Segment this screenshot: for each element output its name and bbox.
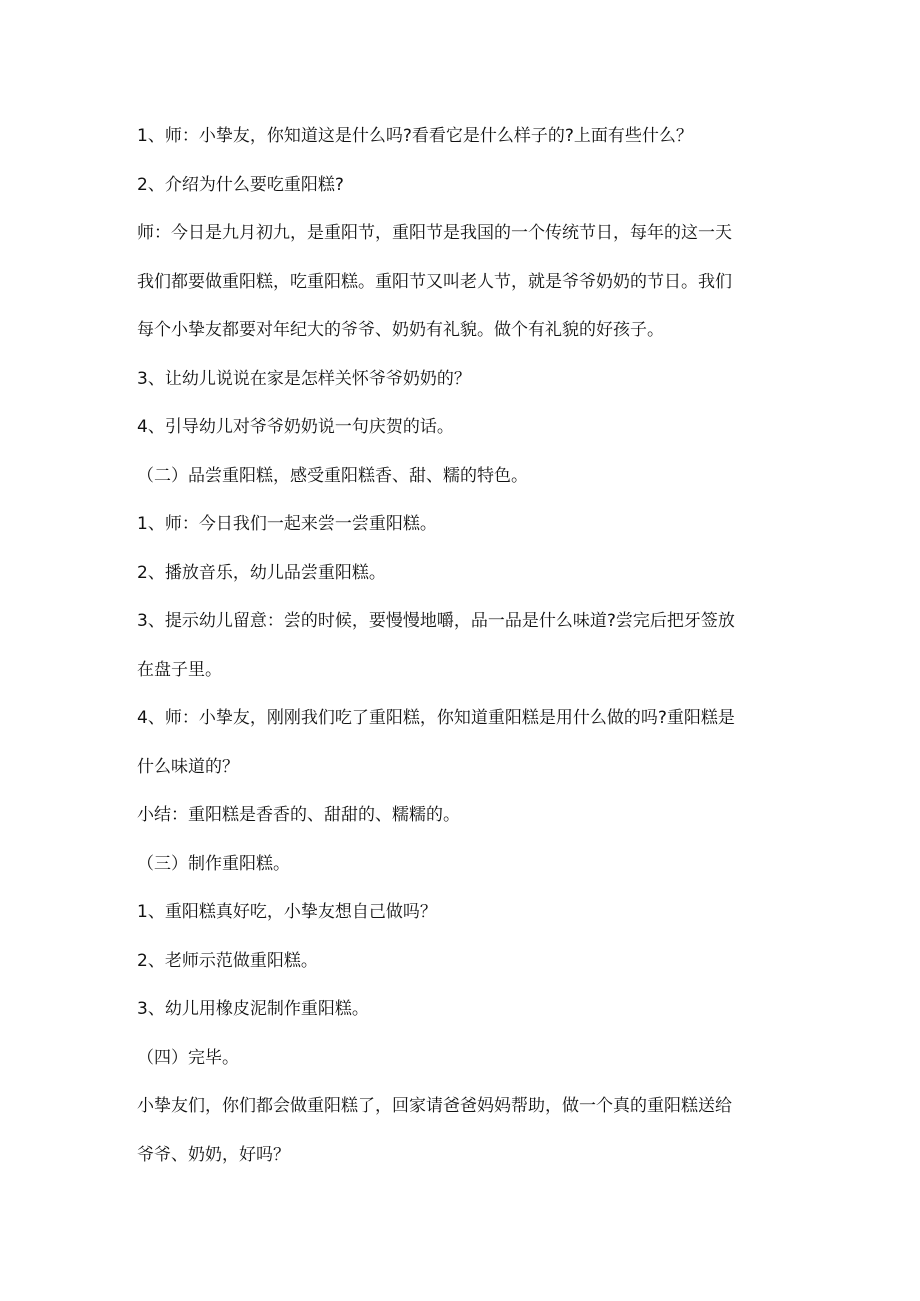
- text-line: 1、师：小挚友，你知道这是什么吗?看看它是什么样子的?上面有些什么？: [137, 126, 693, 146]
- text-line: 每个小挚友都要对年纪大的爷爷、奶奶有礼貌。做个有礼貌的好孩子。: [137, 320, 664, 340]
- text-line: 3、让幼儿说说在家是怎样关怀爷爷奶奶的？: [137, 368, 471, 389]
- text-line: 师：今日是九月初九，是重阳节，重阳节是我国的一个传统节日，每年的这一天: [137, 223, 732, 243]
- text-line: 2、介绍为什么要吃重阳糕?: [137, 174, 344, 195]
- text-line: 小结：重阳糕是香香的、甜甜的、糯糯的。: [137, 805, 460, 825]
- section-heading: （四）完毕。: [137, 1047, 239, 1068]
- document-body: [137, 118, 787, 1185]
- section-heading: （二）品尝重阳糕，感受重阳糕香、甜、糯的特色。: [137, 465, 528, 486]
- text-line: 2、老师示范做重阳糕。: [137, 950, 318, 971]
- text-line: 小挚友们，你们都会做重阳糕了，回家请爸爸妈妈帮助，做一个真的重阳糕送给: [137, 1096, 732, 1116]
- text-line: 4、师：小挚友，刚刚我们吃了重阳糕，你知道重阳糕是用什么做的吗?重阳糕是: [137, 708, 735, 728]
- text-line: 在盘子里。: [137, 659, 222, 680]
- text-line: 什么味道的？: [137, 756, 239, 777]
- text-line: 爷爷、奶奶，好吗？: [137, 1144, 290, 1165]
- text-line: 4、引导幼儿对爷爷奶奶说一句庆贺的话。: [137, 417, 454, 437]
- text-line: 2、播放音乐，幼儿品尝重阳糕。: [137, 562, 386, 583]
- text-line: 3、提示幼儿留意：尝的时候，要慢慢地嚼，品一品是什么味道?尝完后把牙签放: [137, 611, 735, 631]
- text-line: 1、师：今日我们一起来尝一尝重阳糕。: [137, 514, 437, 534]
- text-line: 我们都要做重阳糕，吃重阳糕。重阳节又叫老人节，就是爷爷奶奶的节日。我们: [137, 271, 732, 292]
- section-heading: （三）制作重阳糕。: [137, 853, 290, 874]
- text-line: 3、幼儿用橡皮泥制作重阳糕。: [137, 999, 369, 1019]
- text-line: 1、重阳糕真好吃，小挚友想自己做吗？: [137, 902, 437, 922]
